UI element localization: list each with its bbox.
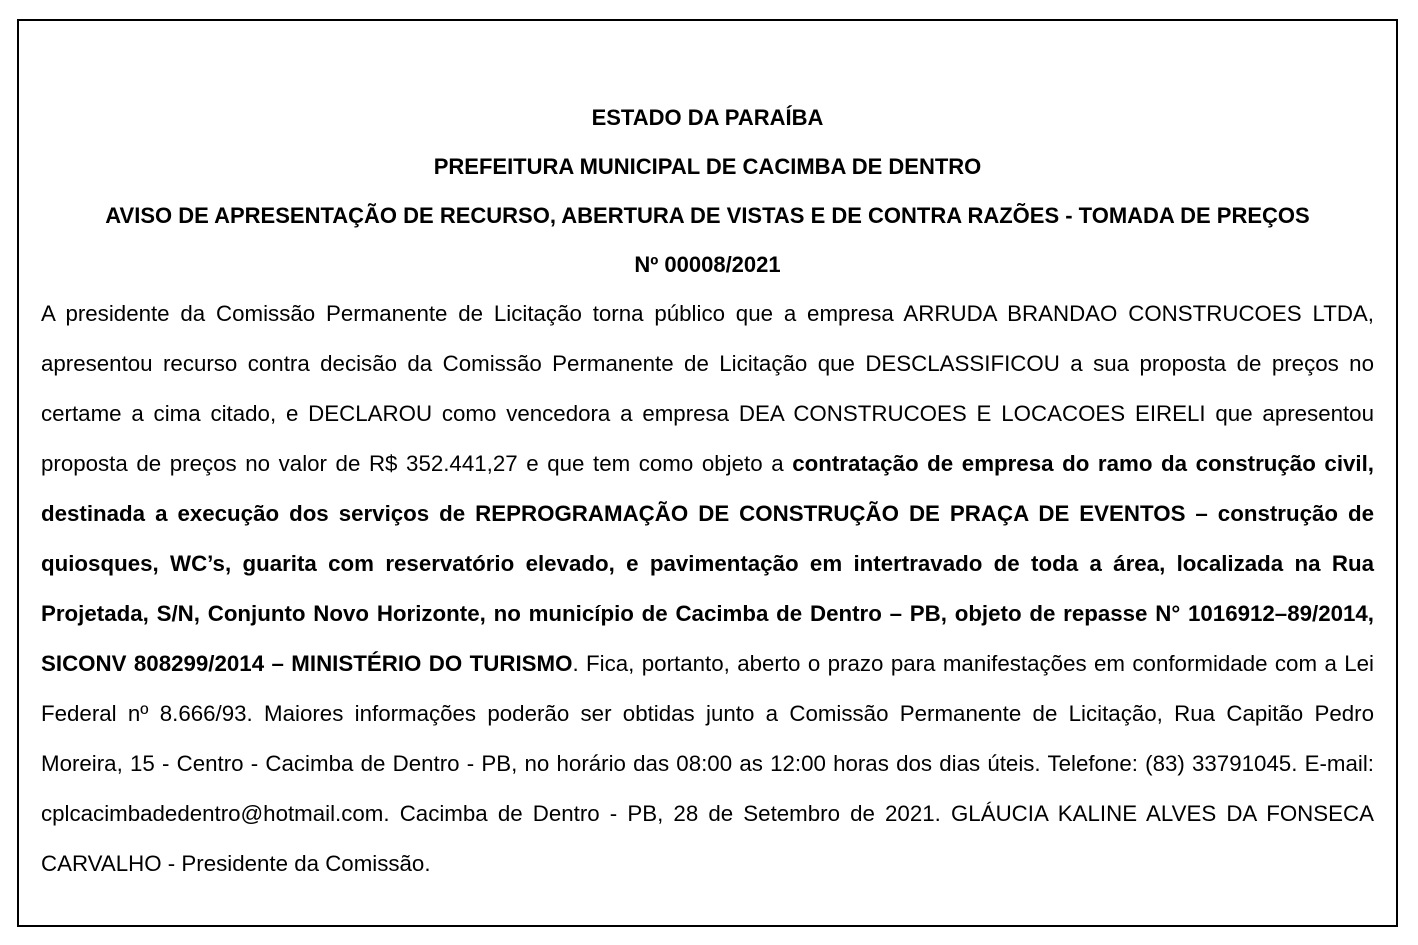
- municipality-heading: PREFEITURA MUNICIPAL DE CACIMBA DE DENTRO: [433, 154, 982, 179]
- body-object: contratação de empresa do ramo da construção civil, destinada a execução dos serviços de REPROGRAMAÇÃO DE CONSTRUÇÃO DE PRAÇA DE EVENTOS – construção de quiosques, WC’s, guarita com reservatório elevado, e pavimentação em intertravado de toda a área, localizada na Rua Projetada, S/N, Conjunto Novo Horizonte, no município de Cacimba de Dentro – PB, objeto de repasse N° 1016912–89/2014, SICONV 808299/2014 – MINISTÉRIO DO TURISMO: [41, 451, 1374, 676]
- notice-body: [41, 289, 1374, 889]
- body-intro: A presidente da Comissão Permanente de Licitação torna público que a empresa ARRUDA BRANDAO CONSTRUCOES LTDA, apresentou recurso contra decisão da Comissão Permanente de Licitação que DESCLASSIFICOU a sua proposta de preços no certame a cima citado, e DECLAROU como vencedora a empresa DEA CONSTRUCOES E LOCACOES EIRELI que apresentou proposta de preços no valor de R$ 352.441,27 e que tem como objeto a: [41, 301, 1374, 476]
- state-heading: ESTADO DA PARAÍBA: [591, 105, 824, 130]
- notice-title: AVISO DE APRESENTAÇÃO DE RECURSO, ABERTURA DE VISTAS E DE CONTRA RAZÕES - TOMADA DE PREÇOS: [105, 203, 1310, 228]
- notice-number: Nº 00008/2021: [634, 252, 781, 277]
- body-closing: . Fica, portanto, aberto o prazo para manifestações em conformidade com a Lei Federal nº 8.666/93. Maiores informações poderão ser obtidas junto a Comissão Permanente de Licitação, Rua Capitão Pedro Moreira, 15 - Centro - Cacimba de Dentro - PB, no horário das 08:00 as 12:00 horas dos dias úteis. Telefone: (83) 33791045. E-mail: cplcacimbadedentro@hotmail.com. Cacimba de Dentro - PB, 28 de Setembro de 2021. GLÁUCIA KALINE ALVES DA FONSECA CARVALHO - Presidente da Comissão.: [41, 651, 1375, 876]
- notice-header: [19, 93, 1396, 289]
- notice-frame: [17, 19, 1398, 927]
